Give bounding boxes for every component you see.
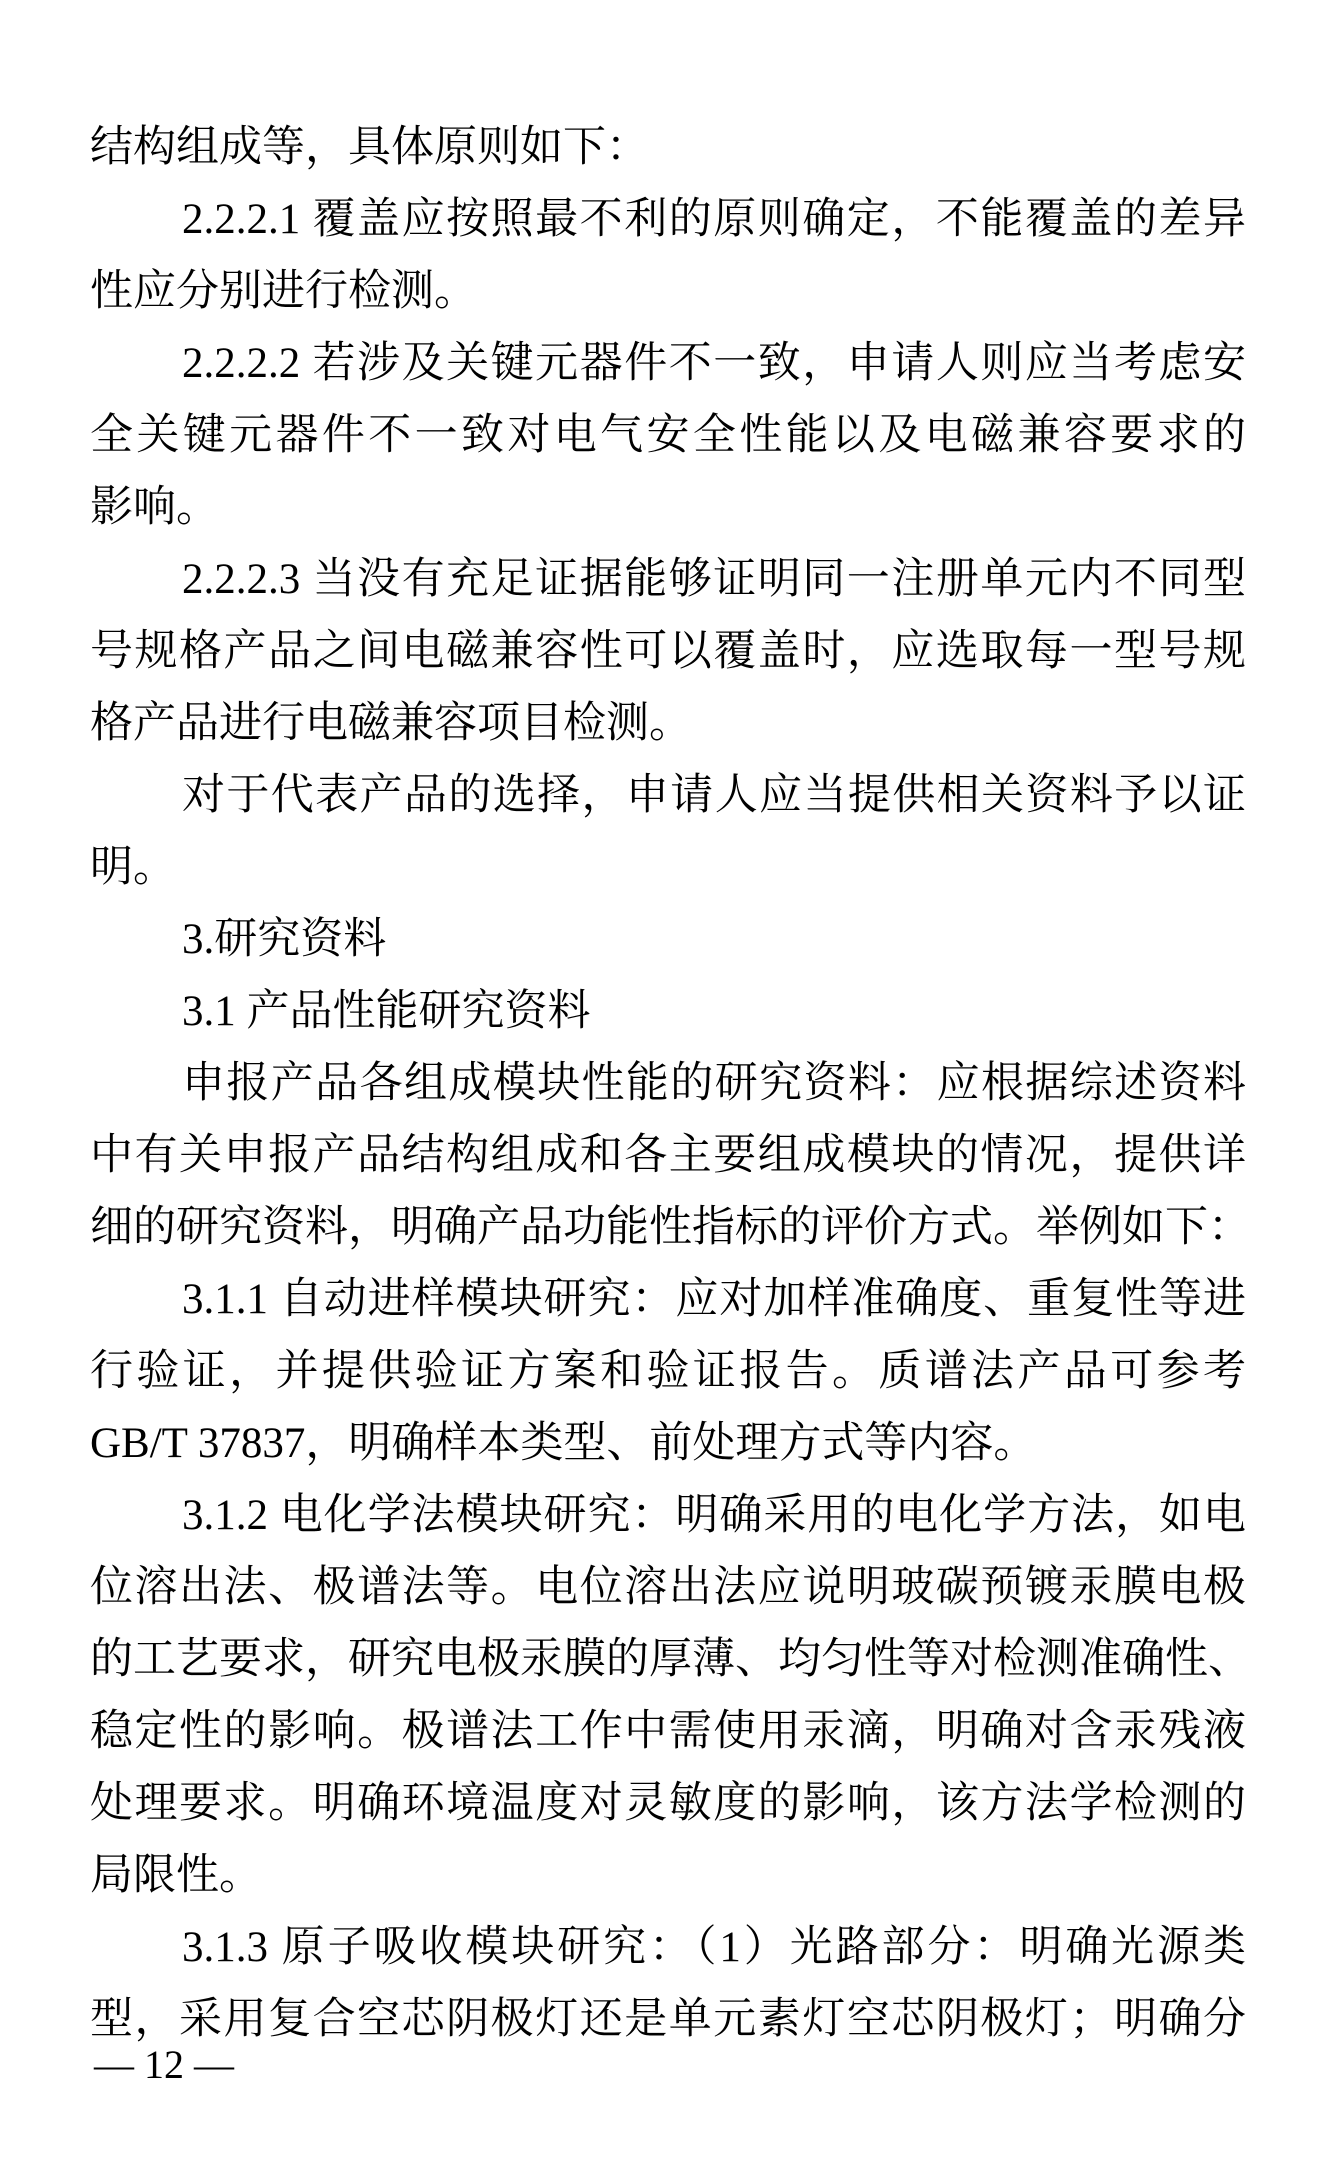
page-number: — 12 —: [94, 2042, 234, 2087]
text-line: 全关键元器件不一致对电气安全性能以及电磁兼容要求的: [90, 412, 1246, 459]
text-line: 3.1.3 原子吸收模块研究：（1）光路部分：明确光源类: [182, 1924, 1246, 1971]
text-line: 中有关申报产品结构组成和各主要组成模块的情况，提供详: [90, 1132, 1246, 1179]
text-block: [90, 112, 1251, 2056]
text-line: 申报产品各组成模块性能的研究资料：应根据综述资料: [182, 1060, 1246, 1107]
text-line: 的工艺要求，研究电极汞膜的厚薄、均匀性等对检测准确性、: [90, 1636, 1251, 1683]
text-line: 格产品进行电磁兼容项目检测。: [90, 700, 692, 747]
text-line: 位溶出法、极谱法等。电位溶出法应说明玻碳预镀汞膜电极: [90, 1564, 1246, 1611]
text-line: 3.研究资料: [182, 916, 387, 963]
text-line: 3.1 产品性能研究资料: [182, 988, 591, 1035]
text-line: 型，采用复合空芯阴极灯还是单元素灯空芯阴极灯；明确分: [90, 1996, 1246, 2043]
text-line: 3.1.1 自动进样模块研究：应对加样准确度、重复性等进: [182, 1276, 1246, 1323]
text-line: 细的研究资料，明确产品功能性指标的评价方式。举例如下：: [90, 1204, 1251, 1251]
text-line: 稳定性的影响。极谱法工作中需使用汞滴，明确对含汞残液: [90, 1708, 1246, 1755]
text-line: 对于代表产品的选择，申请人应当提供相关资料予以证: [182, 772, 1246, 819]
text-line: 性应分别进行检测。: [90, 268, 477, 315]
text-line: GB/T 37837，明确样本类型、前处理方式等内容。: [90, 1420, 1037, 1467]
text-line: 结构组成等，具体原则如下：: [90, 124, 649, 171]
text-line: 处理要求。明确环境温度对灵敏度的影响，该方法学检测的: [90, 1780, 1246, 1827]
text-line: 号规格产品之间电磁兼容性可以覆盖时，应选取每一型号规: [90, 628, 1246, 675]
text-line: 2.2.2.2 若涉及关键元器件不一致，申请人则应当考虑安: [182, 340, 1246, 387]
text-line: 2.2.2.1 覆盖应按照最不利的原则确定，不能覆盖的差异: [182, 196, 1246, 243]
text-line: 3.1.2 电化学法模块研究：明确采用的电化学方法，如电: [182, 1492, 1246, 1539]
text-line: 影响。: [90, 484, 219, 531]
text-line: 局限性。: [90, 1852, 262, 1899]
text-line: 2.2.2.3 当没有充足证据能够证明同一注册单元内不同型: [182, 556, 1246, 603]
text-line: 行验证，并提供验证方案和验证报告。质谱法产品可参考: [90, 1348, 1246, 1395]
text-line: 明。: [90, 844, 176, 891]
